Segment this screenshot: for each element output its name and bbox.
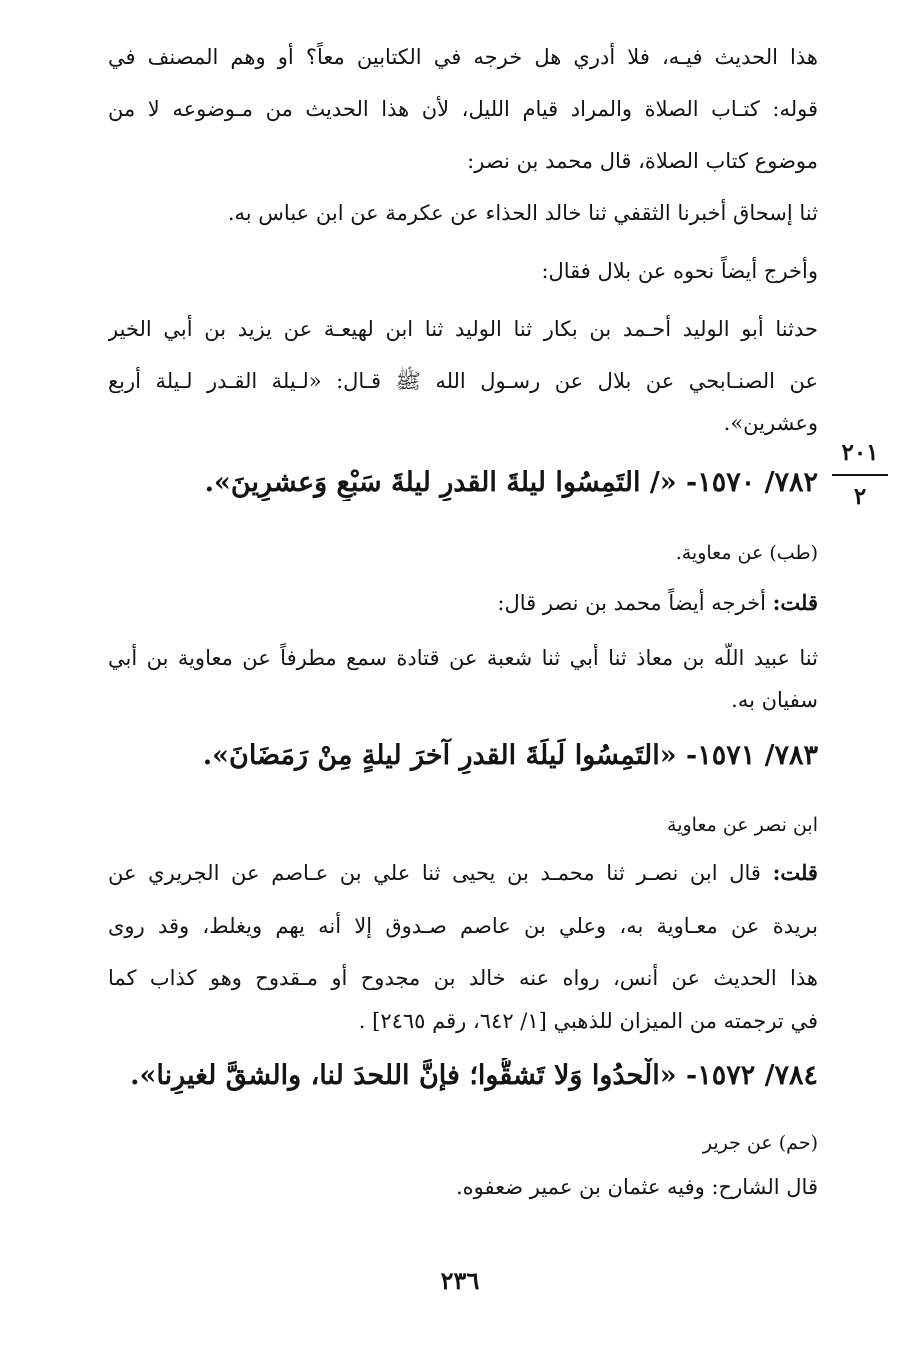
text-line: قال الشارح: وفيه عثمان بن عمير ضعفوه. (455, 1175, 818, 1199)
source-note: (حم) عن جرير (702, 1132, 818, 1154)
text-line: ثنا إسحاق أخبرنا الثقفي ثنا خالد الحذاء عن عكرمة عن ابن عباس به. (227, 201, 818, 225)
text-line: موضوع كتاب الصلاة، قال محمد بن نصر: (467, 149, 818, 173)
text-line: في ترجمته من الميزان للذهبي [١/ ٦٤٢، رقم ٢٤٦٥] . (358, 1009, 818, 1033)
text-line: أخرجه أيضاً محمد بن نصر قال: (497, 591, 766, 615)
text-line: قال ابن نصـر ثنا محمـد بن يحيى ثنا علي بن عـاصم عن الجريري عن (108, 861, 761, 885)
text-line: سفيان به. (731, 688, 818, 712)
fraction-bar (832, 474, 888, 476)
text-line: عن الصنـابحي عن بلال عن رسـول الله ﷺ قـال: «لـيلة القـدر لـيلة أربع (108, 369, 818, 393)
margin-note-top: ٢٠١ (841, 439, 879, 466)
text-line: هذا الحديث فيـه، فلا أدري هل خرجه في الكتابين معاً؟ أو وهم المصنف في (108, 45, 818, 69)
hadith-783: ٧٨٣/ ١٥٧١- «التَمِسُوا لَيلَةَ القدرِ آخرَ ليلةٍ مِنْ رَمَضَانَ». (202, 740, 818, 771)
qult-line (108, 858, 818, 888)
text-line: قوله: كتـاب الصلاة والمراد قيام الليل، لأن هذا الحديث من مـوضوعه لا من (108, 97, 818, 121)
source-note: ابن نصر عن معاوية (667, 814, 818, 836)
margin-volume-reference (832, 438, 888, 512)
page-number: ٢٣٦ (440, 1266, 480, 1295)
text-line: بريدة عن معـاوية به، وعلي بن عاصم صـدوق إلا أنه يهم ويغلط، وقد روى (108, 914, 818, 938)
qult-line (108, 588, 818, 618)
hadith-782: ٧٨٢/ ١٥٧٠- «/ التَمِسُوا ليلةَ القدرِ ليلةَ سَبْعٍ وَعشرِينَ». (204, 467, 818, 498)
text-line: وأخرج أيضاً نحوه عن بلال فقال: (541, 259, 818, 283)
hadith-784: ٧٨٤/ ١٥٧٢- «الْحدُوا وَلا تَشقُّوا؛ فإنَّ اللحدَ لنا، والشقَّ لغيرِنا». (130, 1060, 818, 1091)
text-line: وعشرين». (723, 411, 818, 435)
text-line: ثنا عبيد اللّه بن معاذ ثنا أبي ثنا شعبة عن قتادة سمع مطرفاً عن معاوية بن أبي (108, 646, 818, 670)
source-note: (طب) عن معاوية. (675, 542, 818, 564)
margin-note-bottom: ٢ (853, 483, 867, 510)
text-line: هذا الحديث عن أنس، رواه عنه خالد بن مجدوح أو مـقدوح وهو كذاب كما (108, 966, 818, 990)
qult-label: قلت: (772, 590, 818, 615)
text-line: حدثنا أبو الوليد أحـمد بن بكار ثنا الوليد ثنا ابن لهيعـة عن يزيد بن أبي الخير (108, 317, 818, 341)
qult-label: قلت: (772, 860, 818, 885)
